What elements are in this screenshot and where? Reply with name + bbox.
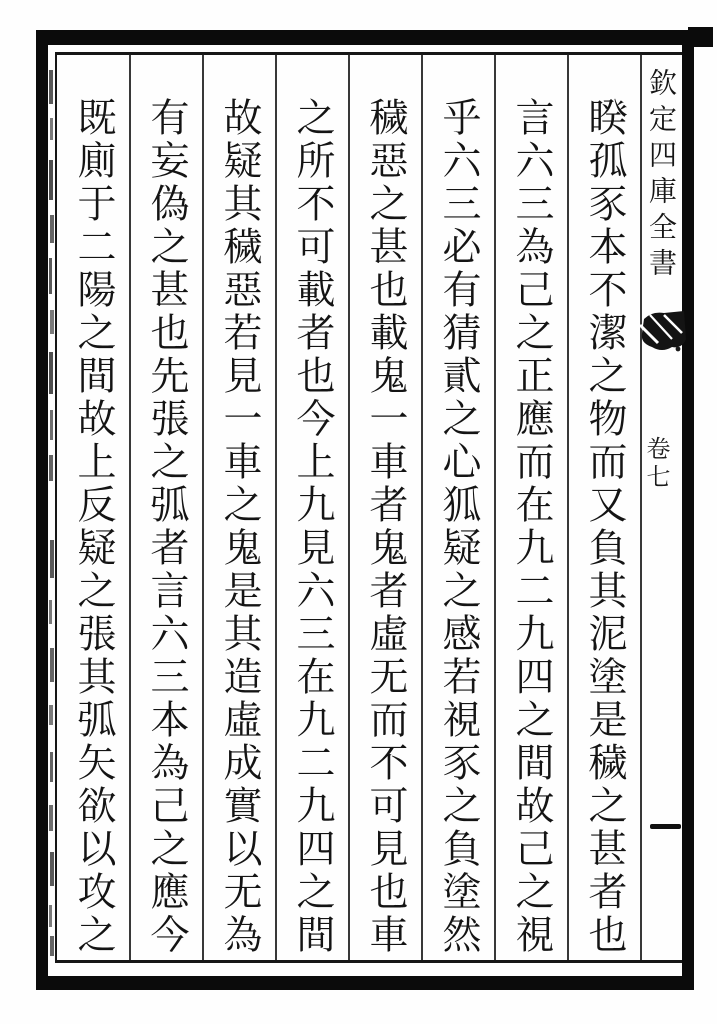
column-separator bbox=[421, 54, 423, 960]
text-column-8: 既廁于二陽之間故上反疑之張其弧矢欲以攻之 bbox=[71, 97, 116, 957]
page-frame-bottom bbox=[36, 976, 690, 990]
column-separator bbox=[348, 54, 350, 960]
column-separator bbox=[202, 54, 204, 960]
page-frame-left bbox=[36, 30, 48, 990]
text-column-3: 乎六三必有猜貳之心狐疑之感若視豕之負塗然 bbox=[436, 97, 481, 957]
column-separator bbox=[275, 54, 277, 960]
ink-smudge bbox=[638, 309, 686, 355]
page-frame-right bbox=[682, 30, 694, 990]
column-separator bbox=[129, 54, 131, 960]
text-column-1: 睽孤豕本不潔之物而又負其泥塗是穢之甚者也 bbox=[582, 97, 627, 957]
column-separator bbox=[494, 54, 496, 960]
page-frame-top bbox=[36, 30, 713, 45]
margin-header-title: 欽定四庫全書 bbox=[645, 68, 678, 284]
column-separator bbox=[567, 54, 569, 960]
text-column-6: 故疑其穢惡若見一車之鬼是其造虛成實以无為 bbox=[217, 97, 262, 957]
column-separator bbox=[640, 54, 642, 960]
text-column-7: 有妄偽之甚也先張之弧者言六三本為己之應今 bbox=[144, 97, 189, 957]
margin-fold-mark bbox=[650, 824, 681, 829]
text-block-border-top bbox=[56, 52, 682, 55]
text-column-2: 言六三為己之正應而在九二九四之間故己之視 bbox=[509, 97, 554, 957]
text-column-5: 之所不可載者也今上九見六三在九二九四之間 bbox=[290, 97, 335, 957]
text-block-border-left bbox=[55, 52, 57, 963]
volume-label: 卷七 bbox=[642, 436, 670, 492]
text-column-4: 穢惡之甚也載鬼一車者鬼者虛无而不可見也車 bbox=[363, 97, 408, 957]
